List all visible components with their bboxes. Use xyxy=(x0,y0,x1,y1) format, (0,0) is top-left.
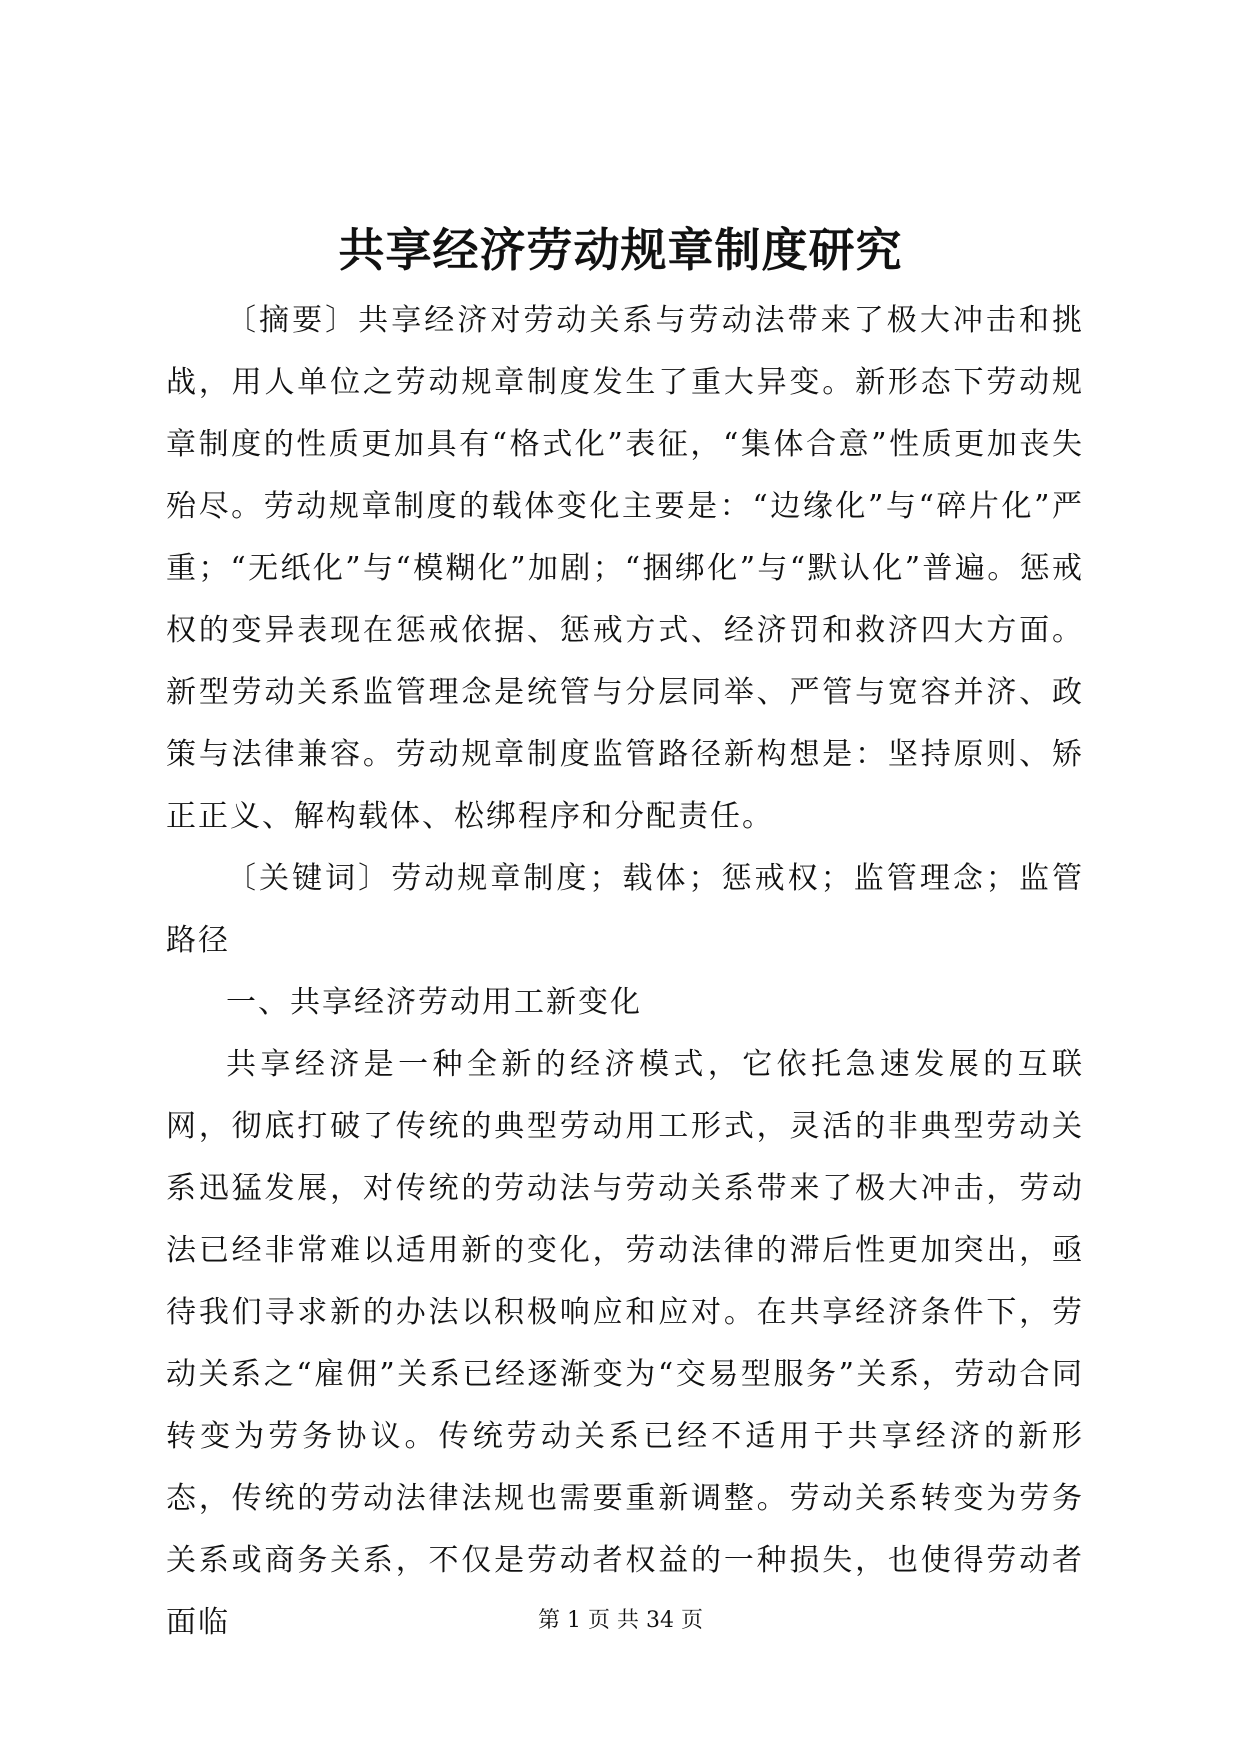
keywords-paragraph: 〔关键词〕劳动规章制度；载体；惩戒权；监管理念；监管路径 xyxy=(166,861,1084,958)
section-heading: 一、共享经济劳动用工新变化 xyxy=(226,985,642,1020)
document-title: 共享经济劳动规章制度研究 xyxy=(338,223,903,277)
page-footer: 第 1 页 共 34 页 xyxy=(538,1608,703,1633)
abstract-paragraph: 〔摘要〕共享经济对劳动关系与劳动法带来了极大冲击和挑战，用人单位之劳动规章制度发生了重大异变。新形态下劳动规章制度的性质更加具有“格式化”表征，“集体合意”性质更加丧失殆尽。劳动规章制度的载体变化主要是：“边缘化”与“碎片化”严重；“无纸化”与“模糊化”加剧；“捆绑化”与“默认化”普遍。惩戒权的变异表现在惩戒依据、惩戒方式、经济罚和救济四大方面。新型劳动关系监管理念是统管与分层同举、严管与宽容并济、政策与法律兼容。劳动规章制度监管路径新构想是：坚持原则、矫正正义、解构载体、松绑程序和分配责任。 xyxy=(166,303,1084,834)
document-body xyxy=(166,290,1084,1654)
body-paragraph: 共享经济是一种全新的经济模式，它依托急速发展的互联网，彻底打破了传统的典型劳动用工形式，灵活的非典型劳动关系迅猛发展，对传统的劳动法与劳动关系带来了极大冲击，劳动法已经非常难以适用新的变化，劳动法律的滞后性更加突出，亟待我们寻求新的办法以积极响应和应对。在共享经济条件下，劳动关系之“雇佣”关系已经逐渐变为“交易型服务”关系，劳动合同转变为劳务协议。传统劳动关系已经不适用于共享经济的新形态，传统的劳动法律法规也需要重新调整。劳动关系转变为劳务关系或商务关系，不仅是劳动者权益的一种损失，也使得劳动者面临 xyxy=(166,1047,1084,1640)
